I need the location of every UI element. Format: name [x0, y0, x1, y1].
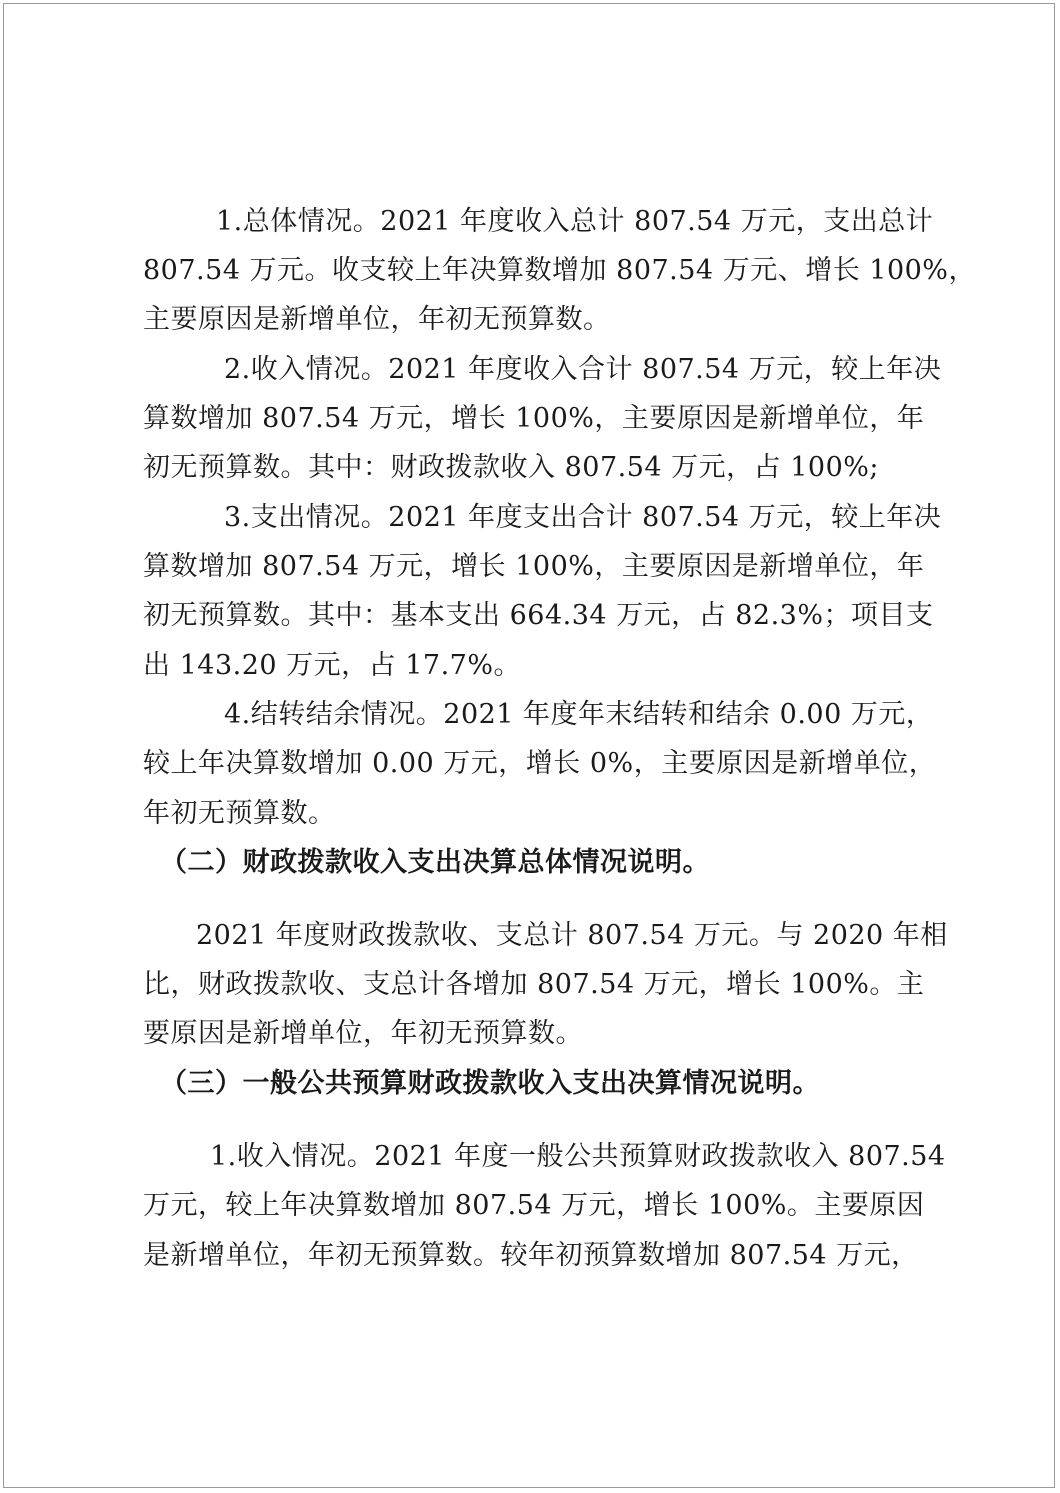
section-carryover-line-1: 4.结转结余情况。2021 年度年末结转和结余 0.00 万元，: [224, 699, 934, 730]
section-general-income-line-2: 万元，较上年决算数增加 807.54 万元，增长 100%。主要原因: [143, 1190, 925, 1221]
section-carryover-line-2: 较上年决算数增加 0.00 万元，增长 0%，主要原因是新增单位，: [143, 748, 937, 779]
section-general-income-line-1: 1.收入情况。2021 年度一般公共预算财政拨款收入 807.54: [210, 1141, 946, 1172]
section-expense-line-1: 3.支出情况。2021 年度支出合计 807.54 万元，较上年决: [224, 502, 942, 533]
section-expense-line-2: 算数增加 807.54 万元，增长 100%，主要原因是新增单位，年: [143, 551, 925, 582]
section-overall-line-2: 807.54 万元。收支较上年决算数增加 807.54 万元、增长 100%，: [143, 255, 976, 286]
section-income-line-1: 2.收入情况。2021 年度收入合计 807.54 万元，较上年决: [224, 354, 942, 385]
section-income-line-2: 算数增加 807.54 万元，增长 100%，主要原因是新增单位，年: [143, 403, 925, 434]
section-fiscal-line-2: 比，财政拨款收、支总计各增加 807.54 万元，增长 100%。主: [143, 969, 925, 1000]
section-expense-line-3: 初无预算数。其中：基本支出 664.34 万元，占 82.3%；项目支: [143, 600, 934, 631]
heading-general-public-budget: （三）一般公共预算财政拨款收入支出决算情况说明。: [160, 1068, 820, 1099]
section-fiscal-line-3: 要原因是新增单位，年初无预算数。: [143, 1018, 583, 1049]
heading-fiscal-appropriation-overview: （二）财政拨款收入支出决算总体情况说明。: [160, 847, 710, 878]
section-overall-line-3: 主要原因是新增单位，年初无预算数。: [143, 304, 611, 335]
section-carryover-line-3: 年初无预算数。: [143, 798, 336, 829]
section-fiscal-line-1: 2021 年度财政拨款收、支总计 807.54 万元。与 2020 年相: [196, 920, 948, 951]
section-expense-line-4: 出 143.20 万元，占 17.7%。: [143, 650, 521, 681]
section-general-income-line-3: 是新增单位，年初无预算数。较年初预算数增加 807.54 万元，: [143, 1240, 919, 1271]
section-overall-line-1: 1.总体情况。2021 年度收入总计 807.54 万元，支出总计: [216, 206, 934, 237]
section-income-line-3: 初无预算数。其中：财政拨款收入 807.54 万元，占 100%;: [143, 452, 880, 483]
